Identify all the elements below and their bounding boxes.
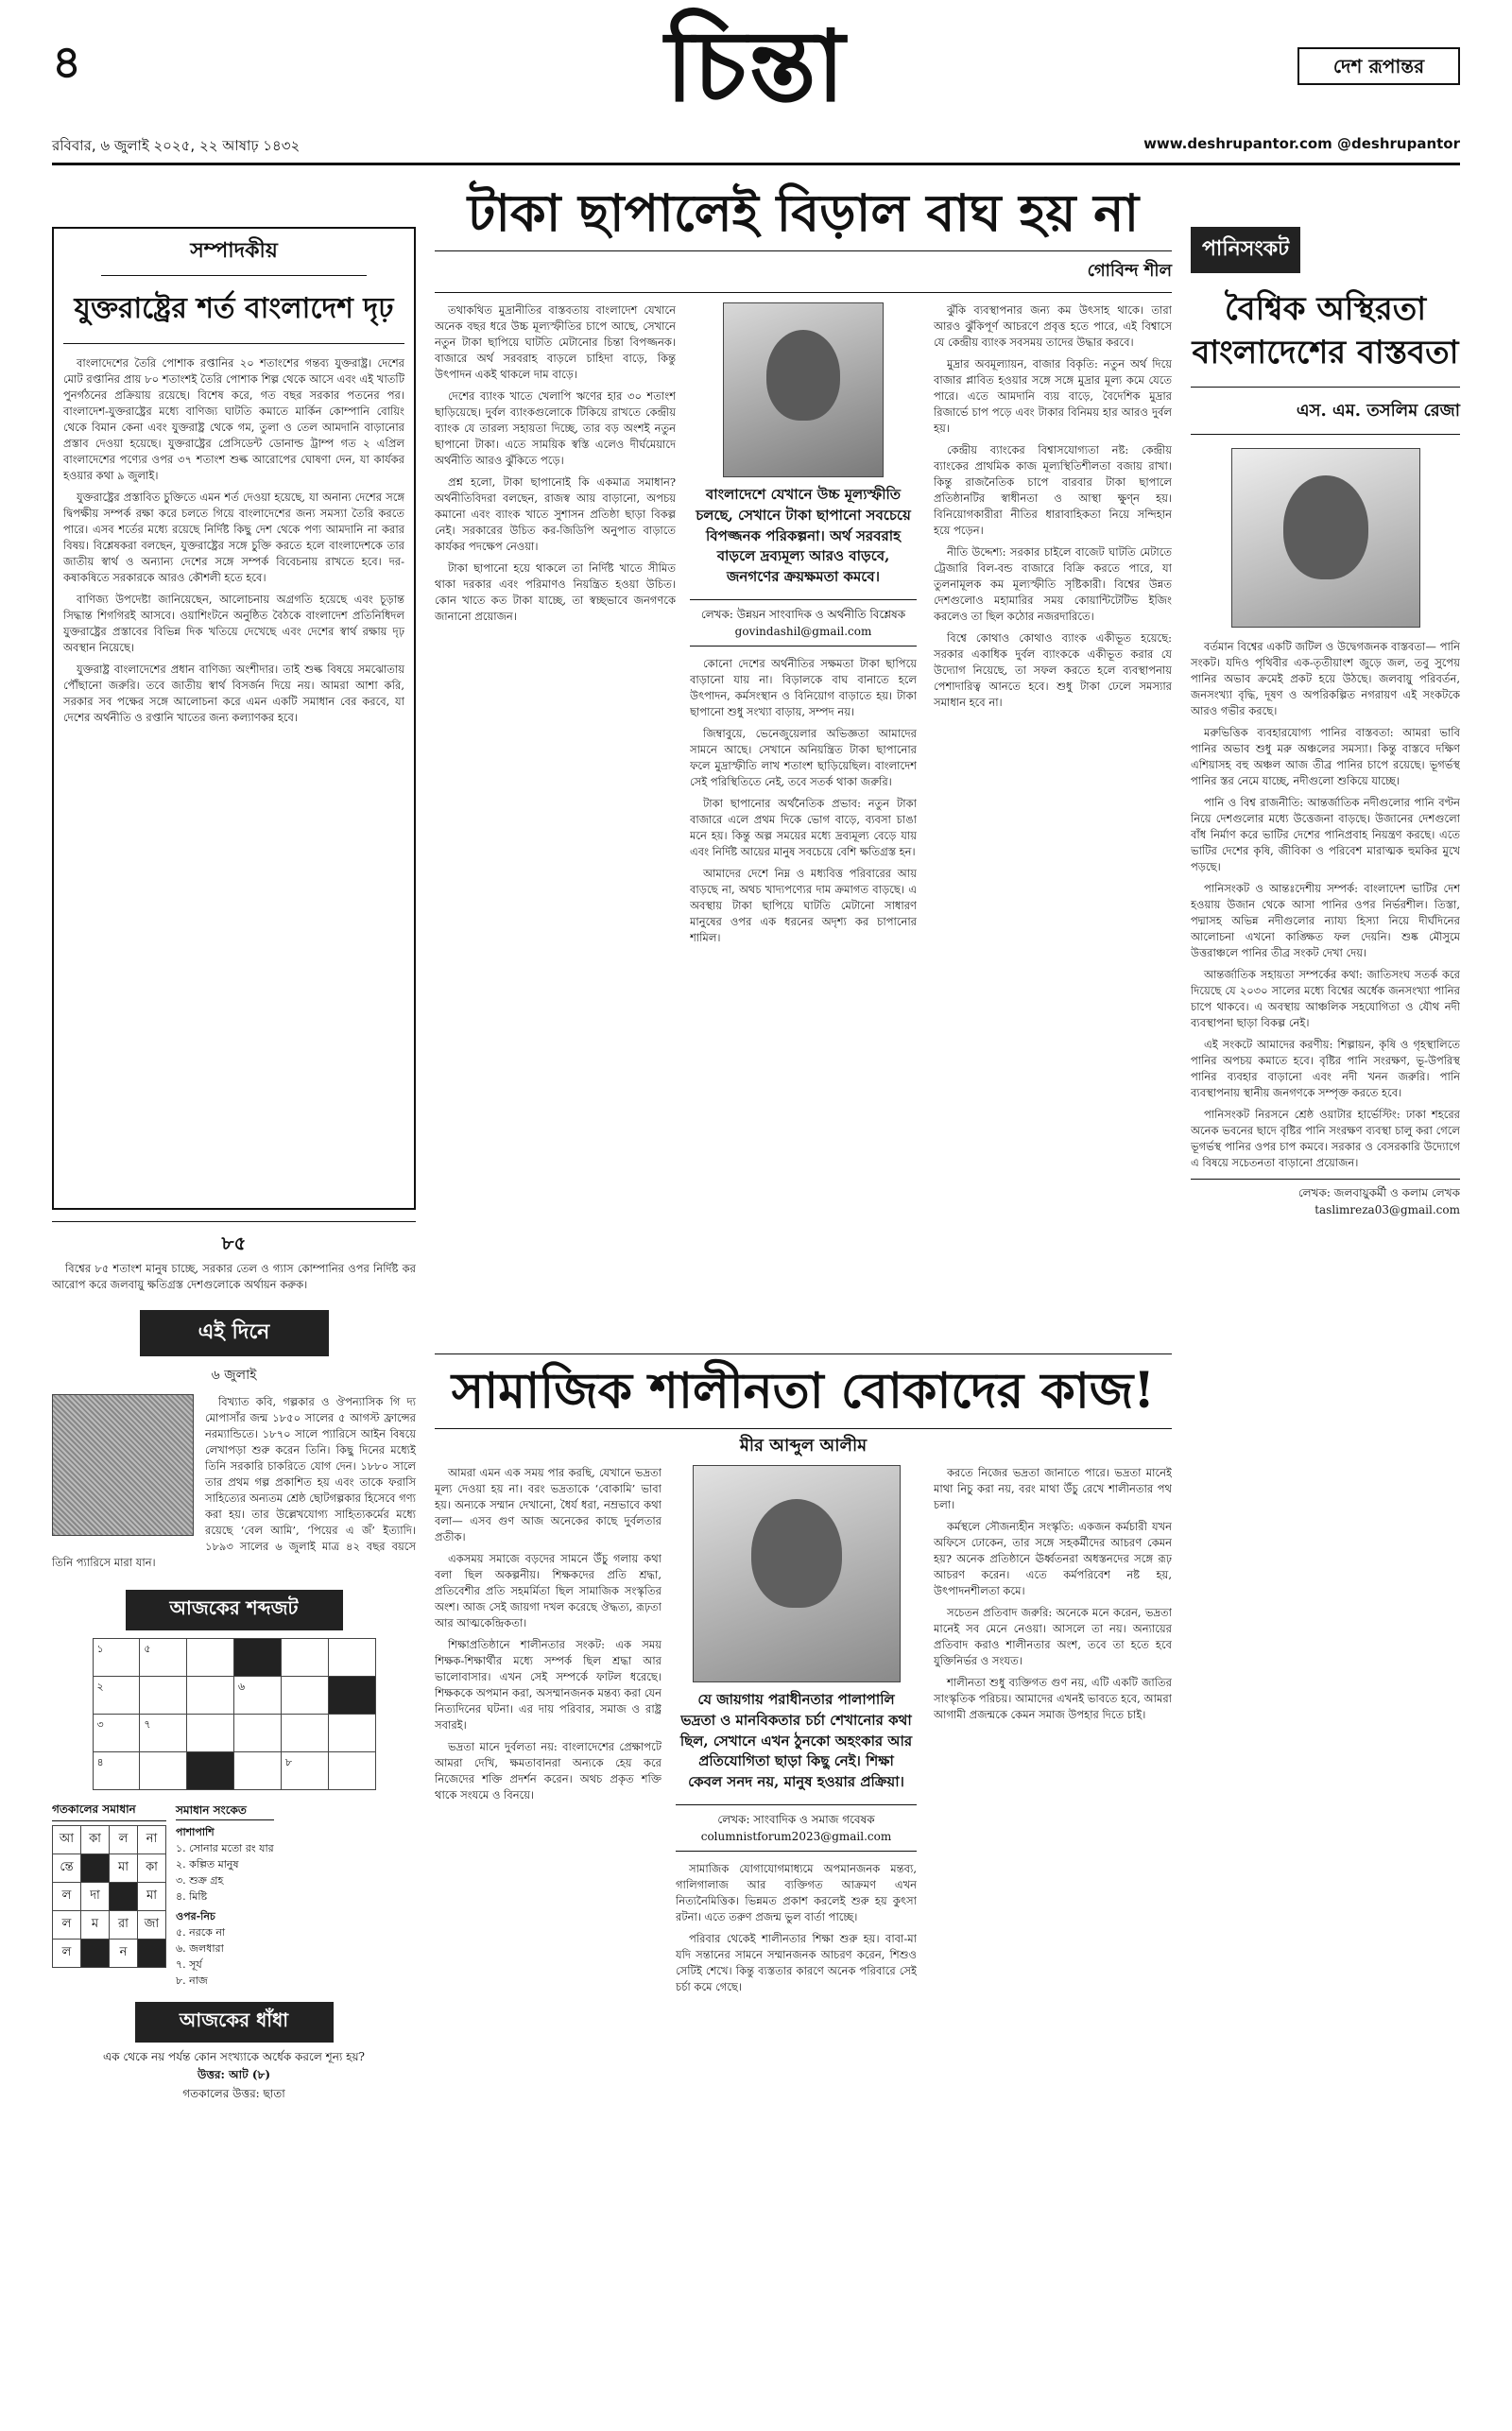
- crossword-cell[interactable]: ৩: [93, 1715, 140, 1752]
- answer-cell: জা: [138, 1911, 166, 1940]
- clue-item: ৬. জলধারা: [176, 1942, 224, 1956]
- across-title: পাশাপাশি: [176, 1825, 215, 1838]
- crossword-black-cell: [233, 1639, 281, 1677]
- clue-item: ৪. মিষ্টি: [176, 1889, 208, 1903]
- answer-cell: ন্তে: [53, 1854, 81, 1883]
- second-column-1: [435, 1465, 662, 2401]
- lead-author-email[interactable]: govindashil@gmail.com: [734, 624, 872, 638]
- editorial-paragraph: বাংলাদেশের তৈরি পোশাক রপ্তানির ২০ শতাংশের গন্তব্য যুক্তরাষ্ট্র। দেশের মোট রপ্তানির প্রায় ৮০ শতাংশই তৈরি পোশাক শিল্প থেকে আসে এবং এই খাতটি পুনর্গঠনের প্রক্রিয়ায় রয়েছে। বিশেষ করে, গত বছর সরকার পতনের পর। বাংলাদেশ-যুক্তরাষ্ট্রের মধ্যে বাণিজ্য ঘাটতি কমাতে মার্কিন কোম্পানি বোয়িং থেকে বিমান কেনা এবং যুক্তরাষ্ট্র থেকে গম, তুলা ও তেল আমদানি বাড়ানোর প্রস্তাব দেওয়া হয়েছে। যুক্তরাষ্ট্রের প্রেসিডেন্ট ডোনাল্ড ট্রাম্প গত ২ এপ্রিল বাংলাদেশের পণ্যের ওপর ৩৭ শতাংশ শুল্ক আরোপের ঘোষণা দেন, যা কার্যকর হওয়ার কথা ৯ জুলাই।: [63, 356, 404, 483]
- second-paragraph: পরিবার থেকেই শালীনতার শিক্ষা শুরু হয়। বাবা-মা যদি সন্তানের সামনে সম্মানজনক আচরণ করেন, শিশুও সেটিই শেখে। কিন্তু ব্যস্ততার কারণে অনেক পরিবারে সেই চর্চা কমে গেছে।: [676, 1931, 917, 1993]
- second-byline: মীর আব্দুল আলীম: [739, 1436, 868, 1456]
- answer-cell: মা: [110, 1854, 138, 1883]
- crossword-cell[interactable]: [281, 1677, 328, 1715]
- lead-body: [435, 302, 1172, 1229]
- stat-note: [52, 1261, 416, 1293]
- lead-paragraph: টাকা ছাপানোর অর্থনৈতিক প্রভাব: নতুন টাকা বাজারে এলে প্রথম দিকে ভোগ বাড়ে, ব্যবসা চাঙা মনে হয়। কিন্তু অল্প সময়ের মধ্যে দ্রব্যমূল্য বেড়ে যায় এবং নির্দিষ্ট আয়ের মানুষ সবচেয়ে বেশি ক্ষতিগ্রস্ত হন।: [690, 796, 917, 858]
- second-column-2: [676, 1465, 917, 2401]
- crossword-cell[interactable]: [233, 1715, 281, 1752]
- second-headline[interactable]: সামাজিক শালীনতা বোকাদের কাজ!: [435, 1353, 1172, 1429]
- crossword-cell[interactable]: ৫: [140, 1639, 187, 1677]
- right-paragraph: পানিসংকট নিরসনে শ্রেষ্ঠ ওয়াটার হার্ভেস্টিং: ঢাকা শহরের অনেক ভবনের ছাদে বৃষ্টির পানি সংরক্ষণ ব্যবস্থা চালু করা গেলে ভূগর্ভস্থ পানির ওপর চাপ কমবে। সরকার ও বেসরকারি উদ্যোগে এ বিষয়ে সচেতনতা বাড়ানো প্রয়োজন।: [1191, 1108, 1460, 1170]
- crossword-cell[interactable]: [281, 1639, 328, 1677]
- second-paragraph: সামাজিক যোগাযোগমাধ্যমে অপমানজনক মন্তব্য, গালিগালাজ আর ব্যক্তিগত আক্রমণ এখন নিত্যনৈমিত্তিক। ভিন্নমত প্রকাশ করলেই শুরু হয় কুৎসা রটনা। এতে তরুণ প্রজন্ম ভুল বার্তা পাচ্ছে।: [676, 1861, 917, 1923]
- brand-logo: দেশ রূপান্তর: [1297, 47, 1460, 85]
- lead-paragraph: ঝুঁকি ব্যবস্থাপনার জন্য কম উৎসাহ থাকে। তারা আরও ঝুঁকিপূর্ণ আচরণে প্রবৃত্ত হতে পারে, এই বিশ্বাসে যে কেন্দ্রীয় ব্যাংক সবসময় তাদের উদ্ধার করবে।: [934, 303, 1172, 350]
- crossword-title: আজকের শব্দজট: [126, 1590, 343, 1630]
- crossword-cell[interactable]: [233, 1752, 281, 1790]
- answer-cell: মা: [138, 1883, 166, 1911]
- this-day-text: বিখ্যাত কবি, গল্পকার ও ঔপন্যাসিক গি দ্য মোপাসাঁর জন্ম ১৮৫০ সালের ৫ আগস্ট ফ্রান্সের নরম্যান্ডিতে। ১৮৭০ সালে প্যারিসে আইন বিষয়ে লেখাপড়া শুরু করেন তিনি। কিছু দিনের মধ্যেই তিনি সরকারি চাকরিতে যোগ দেন। ১৮৮০ সালে তার প্রথম গল্প প্রকাশিত হয় এবং তাকে ফরাসি সাহিত্যের অন্যতম শ্রেষ্ঠ ছোটগল্পকার হিসেবে গণ্য করা হয়। তার উল্লেখযোগ্য সাহিত্যকর্মের মধ্যে রয়েছে ‘বেল আমি’, ‘পিয়ের এ জঁ’ ইত্যাদি। ১৮৯৩ সালের ৬ জুলাই মাত্র ৪২ বছর বয়সে তিনি প্যারিসে মারা যান।: [52, 1395, 416, 1570]
- lead-paragraph: বিশ্বে কোথাও কোথাও ব্যাংক একীভূত হয়েছে: সরকার একাধিক দুর্বল ব্যাংককে একীভূত করার যে উদ্যোগ নিয়েছে, তা সফল করতে হলে ব্যবস্থাপনায় পেশাদারিত্ব আনতে হবে। শুধু টাকা ঢেলে সমস্যার সমাধান হবে না।: [934, 631, 1172, 710]
- riddle-answer: উত্তর: আট (৮): [198, 2068, 270, 2082]
- section-title: চিন্তা: [665, 8, 847, 124]
- editorial-paragraph: বাণিজ্য উপদেষ্টা জানিয়েছেন, আলোচনায় অগ্রগতি হয়েছে এবং চূড়ান্ত সিদ্ধান্ত শিগগিরই আসবে। ওয়াশিংটনে অনুষ্ঠিত বৈঠকে বাংলাদেশ প্রতিনিধিদল যুক্তরাষ্ট্রের প্রস্তাবের বিভিন্ন দিক খতিয়ে দেখেছে এবং দেশের স্বার্থ রক্ষায় দৃঢ় অবস্থান নিয়েছে।: [63, 593, 404, 655]
- editorial-paragraph: যুক্তরাষ্ট্রের প্রস্তাবিত চুক্তিতে এমন শর্ত দেওয়া হয়েছে, যা অনান্য দেশের সঙ্গে দ্বিপক্ষীয় সম্পর্ক রক্ষা করে চলতে গিয়ে বাংলাদেশের জন্য সমস্যা তৈরি করতে পারে। এসব শর্তের মধ্যে রয়েছে নির্দিষ্ট কিছু দেশ থেকে পণ্য আমদানি না করার বিষয়। বিশ্লেষকরা বলছেন, যুক্তরাষ্ট্রের সঙ্গে চুক্তি করতে হলে বাংলাদেশকে তার জাতীয় স্বার্থ ও অন্যান্য দেশের সঙ্গে সম্পর্ক বিবেচনায় রাখতে হবে। দর-কষাকষিতে সরকারকে আরও কৌশলী হতে হবে।: [63, 491, 404, 585]
- down-title: ওপর-নিচ: [176, 1910, 215, 1923]
- answer-cell: ল: [53, 1883, 81, 1911]
- lead-author-note: লেখক: উন্নয়ন সাংবাদিক ও অর্থনীতি বিশ্লেষক: [700, 607, 906, 621]
- second-paragraph: করতে নিজের ভদ্রতা জানাতে পারে। ভদ্রতা মানেই মাথা নিচু করা নয়, বরং মাথা উঁচু রেখে শালীনতার পথ চলা।: [934, 1466, 1172, 1512]
- masthead: [52, 0, 1460, 165]
- crossword-cell[interactable]: [187, 1677, 234, 1715]
- answer-cell: আ: [53, 1826, 81, 1854]
- website-link[interactable]: www.deshrupantor.com @deshrupantor: [1143, 135, 1460, 152]
- editorial-label: সম্পাদকীয়: [101, 234, 367, 276]
- answer-cell: ন: [110, 1940, 138, 1968]
- second-paragraph: শিক্ষাপ্রতিষ্ঠানে শালীনতার সংকট: এক সময় শিক্ষক-শিক্ষার্থীর মধ্যে সম্পর্ক ছিল শ্রদ্ধা আর ভালোবাসার। এখন সেই সম্পর্কে ফাটল ধরেছে। শিক্ষককে অপমান করা, অসম্মানজনক মন্তব্য করা যেন নিত্যদিনের ঘটনা। এর দায় পরিবার, সমাজ ও রাষ্ট্র সবারই।: [435, 1638, 662, 1733]
- lead-paragraph: আমাদের দেশে নিম্ন ও মধ্যবিত্ত পরিবারের আয় বাড়ছে না, অথচ খাদ্যপণ্যের দাম ক্রমাগত বাড়ছে। এ অবস্থায় টাকা ছাপিয়ে ঘাটতি মেটানো সাধারণ মানুষের ওপর এক ধরনের অদৃশ্য কর চাপানোর শামিল।: [690, 866, 917, 944]
- lead-column-1: [435, 302, 676, 1229]
- crossword-cell[interactable]: ৪: [93, 1752, 140, 1790]
- right-author-box: [1191, 1179, 1460, 1219]
- second-column-3: [934, 1465, 1172, 2401]
- second-paragraph: সচেতন প্রতিবাদ জরুরি: অনেকে মনে করেন, ভদ্রতা মানেই সব মেনে নেওয়া। আসলে তা নয়। অন্যায়ের প্রতিবাদ করাও শালীনতার অংশ, তবে তা হতে হবে যুক্তিনির্ভর ও সংযত।: [934, 1606, 1172, 1668]
- lead-headline[interactable]: টাকা ছাপালেই বিড়াল বাঘ হয় না: [435, 175, 1172, 251]
- answer-black-cell: [81, 1940, 110, 1968]
- right-paragraph: পানি ও বিশ্ব রাজনীতি: আন্তর্জাতিক নদীগুলোর পানি বণ্টন নিয়ে দেশগুলোর মধ্যে উত্তেজনা বাড়ছে। উজানের দেশগুলো বাঁধ নির্মাণ করে ভাটির দেশের পানিপ্রবাহ নিয়ন্ত্রণ করছে। এতে ভাটির দেশের কৃষি, জীবিকা ও পরিবেশ মারাত্মক হুমকির মুখে পড়ছে।: [1191, 795, 1460, 873]
- lead-paragraph: কেন্দ্রীয় ব্যাংকের বিশ্বাসযোগ্যতা নষ্ট: কেন্দ্রীয় ব্যাংকের প্রাথমিক কাজ মূল্যস্থিতিশীলতা বজায় রাখা। কিন্তু রাজনৈতিক চাপে বারবার টাকা ছাপালে প্রতিষ্ঠানটির স্বাধীনতা ও আস্থা ক্ষুণ্ন হয়। বিনিয়োগকারীরা নীতির ধারাবাহিকতা নিয়ে সন্দিহান হয়ে পড়েন।: [934, 443, 1172, 538]
- editorial-box: [52, 227, 416, 1210]
- answer-cell: না: [138, 1826, 166, 1854]
- crossword-cell[interactable]: ৬: [233, 1677, 281, 1715]
- right-paragraph: পানিসংকট ও আন্তঃদেশীয় সম্পর্ক: বাংলাদেশ ভাটির দেশ হওয়ায় উজান থেকে আসা পানির ওপর নির্ভরশীল। তিস্তা, পদ্মাসহ অভিন্ন নদীগুলোর ন্যায্য হিস্যা নিয়ে দীর্ঘদিনের আলোচনা এখনো কাঙ্ক্ষিত ফল দেয়নি। শুষ্ক মৌসুমে উত্তরাঞ্চলে পানির তীব্র সংকট দেখা দেয়।: [1191, 882, 1460, 960]
- editorial-body: [63, 355, 404, 726]
- crossword-black-cell: [187, 1752, 234, 1790]
- lead-paragraph: দেশের ব্যাংক খাতে খেলাপি ঋণের হার ৩০ শতাংশ ছাড়িয়েছে। দুর্বল ব্যাংকগুলোকে টিকিয়ে রাখতে কেন্দ্রীয় ব্যাংক যে তারল্য সহায়তা দিচ্ছে, তার বড় অংশই নতুন ছাপানো টাকা। এতে সাময়িক স্বস্তি এলেও দীর্ঘমেয়াদে অর্থনীতি আরও ঝুঁকিতে পড়ে।: [435, 389, 676, 468]
- right-byline: এস. এম. তসলিম রেজা: [1191, 397, 1460, 435]
- lead-column-2: [690, 302, 917, 1229]
- clue-item: ৩. শুক্র গ্রহ: [176, 1873, 224, 1887]
- crossword-cell[interactable]: [140, 1752, 187, 1790]
- crossword-answer-section: [52, 1802, 416, 1989]
- crossword-black-cell: [328, 1677, 375, 1715]
- lead-paragraph: মুদ্রার অবমূল্যায়ন, বাজার বিকৃতি: নতুন অর্থ দিয়ে বাজার প্লাবিত হওয়ার সঙ্গে সঙ্গে মুদ্রার মূল্য কমে যেতে পারে। এতে আমদানি ব্যয় বাড়ে, বৈদেশিক মুদ্রার রিজার্ভে চাপ পড়ে এবং টাকার বিনিময় হার আরও দুর্বল হয়।: [934, 357, 1172, 436]
- lead-article: [435, 175, 1172, 1229]
- author-photo: [1231, 448, 1420, 628]
- this-day-body: [52, 1394, 416, 1571]
- section-tag: পানিসংকট: [1191, 227, 1300, 273]
- right-author-email[interactable]: taslimreza03@gmail.com: [1314, 1203, 1460, 1217]
- right-paragraph: আন্তর্জাতিক সহায়তা সম্পর্কের কথা: জাতিসংঘ সতর্ক করে দিয়েছে যে ২০৩০ সালের মধ্যে বিশ্বের অর্ধেক জনসংখ্যা পানির চাপে থাকবে। এ অবস্থায় আঞ্চলিক সহযোগিতা ও যৌথ নদী ব্যবস্থাপনা ছাড়া বিকল্প নেই।: [1191, 968, 1460, 1030]
- crossword-cell[interactable]: ৮: [281, 1752, 328, 1790]
- second-author-email[interactable]: columnistforum2023@gmail.com: [700, 1829, 892, 1843]
- second-author-note: লেখক: সাংবাদিক ও সমাজ গবেষক: [717, 1812, 875, 1826]
- lead-paragraph: কোনো দেশের অর্থনীতির সক্ষমতা টাকা ছাপিয়ে বাড়ানো যায় না। বিড়ালকে বাঘ বানাতে হলে উৎপাদন, কর্মসংস্থান ও বিনিয়োগ বাড়াতে হয়। টাকা ছাপানো শুধু সংখ্যা বাড়ায়, সম্পদ নয়।: [690, 656, 917, 718]
- answer-black-cell: [138, 1940, 166, 1968]
- crossword-cell[interactable]: [187, 1715, 234, 1752]
- answer-cell: ল: [53, 1940, 81, 1968]
- editorial-title: যুক্তরাষ্ট্রের শর্ত বাংলাদেশ দৃঢ়: [63, 285, 404, 344]
- this-day-date: ৬ জুলাই: [211, 1368, 257, 1384]
- right-paragraph: এই সংকটে আমাদের করণীয়: শিল্পায়ন, কৃষি ও গৃহস্থালিতে পানির অপচয় কমাতে হবে। বৃষ্টির পানি সংরক্ষণ, ভূ-উপরিস্থ পানির ব্যবহার বাড়ানো এবং নদী খনন জরুরি। পানি ব্যবস্থাপনায় স্থানীয় জনগণকে সম্পৃক্ত করতে হবে।: [1191, 1038, 1460, 1100]
- issue-date: রবিবার, ৬ জুলাই ২০২৫, ২২ আষাঢ় ১৪৩২: [52, 137, 301, 154]
- crossword-cell[interactable]: [328, 1715, 375, 1752]
- answer-cell: ল: [53, 1911, 81, 1940]
- second-paragraph: কর্মস্থলে সৌজন্যহীন সংস্কৃতি: একজন কর্মচারী যখন অফিসে ঢোকেন, তার সঙ্গে সহকর্মীদের আচরণ কেমন হয়? অনেক প্রতিষ্ঠানে ঊর্ধ্বতনরা অধস্তনদের সঙ্গে রূঢ় আচরণ করেন। এতে কর্মপরিবেশ নষ্ট হয়, উৎপাদনশীলতা কমে।: [934, 1520, 1172, 1598]
- stat-number: ৮৫: [52, 1221, 416, 1261]
- crossword-cell[interactable]: [140, 1677, 187, 1715]
- right-author-note: লেখক: জলবায়ুকর্মী ও কলাম লেখক: [1297, 1186, 1460, 1200]
- second-paragraph: ভদ্রতা মানে দুর্বলতা নয়: বাংলাদেশের প্রেক্ষাপটে আমরা দেখি, ক্ষমতাবানরা অন্যকে হেয় করে নিজেদের শক্তি প্রদর্শন করেন। অথচ প্রকৃত শক্তি থাকে সংযমে ও বিনয়ে।: [435, 1740, 662, 1802]
- answer-cell: ল: [110, 1826, 138, 1854]
- crossword-cell[interactable]: [281, 1715, 328, 1752]
- riddle-body: [52, 2048, 416, 2103]
- right-column: [1191, 227, 1460, 2246]
- crossword-grid: [93, 1638, 376, 1790]
- second-paragraph: শালীনতা শুধু ব্যক্তিগত গুণ নয়, এটি একটি জাতির সাংস্কৃতিক পরিচয়। আমাদের এখনই ভাবতে হবে, আমরা আগামী প্রজন্মকে কেমন সমাজ উপহার দিতে চাই।: [934, 1676, 1172, 1722]
- clue-item: ২. কল্পিত মানুষ: [176, 1857, 239, 1871]
- second-paragraph: একসময় সমাজে বড়দের সামনে উঁচু গলায় কথা বলা ছিল অকল্পনীয়। শিক্ষকদের প্রতি শ্রদ্ধা, প্রতিবেশীর প্রতি সহমর্মিতা ছিল সামাজিক সংস্কৃতির অংশ। আজ সেই জায়গা দখল করেছে ঔদ্ধত্য, রূঢ়তা আর আত্মকেন্দ্রিকতা।: [435, 1552, 662, 1630]
- second-paragraph: আমরা এমন এক সময় পার করছি, যেখানে ভদ্রতা মূল্য দেওয়া হয় না। বরং ভদ্রতাকে ‘বোকামি’ ভাবা হয়। অন্যকে সম্মান দেখানো, ধৈর্য ধরা, নম্রভাবে কথা বলা— এসব গুণ আজ অনেকের কাছে দুর্বলতার প্রতীক।: [435, 1466, 662, 1544]
- riddle-title: আজকের ধাঁধা: [135, 2002, 334, 2043]
- lead-byline: গোবিন্দ শীল: [435, 251, 1172, 293]
- answer-cell: কা: [138, 1854, 166, 1883]
- clue-title: সমাধান সংকেত: [176, 1802, 274, 1820]
- second-article: [435, 1465, 1172, 2401]
- page-number: ৪: [52, 36, 82, 89]
- answer-cell: কা: [81, 1826, 110, 1854]
- right-paragraph: বর্তমান বিশ্বের একটি জটিল ও উদ্বেগজনক বাস্তবতা— পানি সংকট। যদিও পৃথিবীর এক-তৃতীয়াংশ জুড়ে জল, তবু সুপেয় পানির অভাব ক্রমেই প্রকট হয়ে উঠছে। জলবায়ু পরিবর্তন, জনসংখ্যা বৃদ্ধি, দূষণ ও অপরিকল্পিত নগরায়ণ এই সংকটকে আরও গভীর করছে।: [1191, 639, 1460, 717]
- lead-author-box: [690, 599, 917, 647]
- clue-item: ৫. নরকে না: [176, 1926, 226, 1940]
- crossword-cell[interactable]: ৭: [140, 1715, 187, 1752]
- answer-grid: [52, 1825, 166, 1968]
- portrait-image: [52, 1394, 194, 1536]
- answer-cell: রা: [110, 1911, 138, 1940]
- crossword-cell[interactable]: [328, 1752, 375, 1790]
- riddle-question: এক থেকে নয় পর্যন্ত কোন সংখ্যাকে অর্ধেক করলে শূন্য হয়?: [103, 2050, 365, 2064]
- lead-paragraph: জিম্বাবুয়ে, ভেনেজুয়েলার অভিজ্ঞতা আমাদের সামনে আছে। সেখানে অনিয়ন্ত্রিত টাকা ছাপানোর ফলে মুদ্রাস্ফীতি লাখ শতাংশ ছাড়িয়েছিল। বাংলাদেশ সেই পরিস্থিতিতে নেই, তবে সতর্ক থাকা জরুরি।: [690, 726, 917, 788]
- this-day-title: এই দিনে: [140, 1310, 329, 1356]
- editorial-paragraph: যুক্তরাষ্ট্র বাংলাদেশের প্রধান বাণিজ্য অংশীদার। তাই শুল্ক বিষয়ে সমঝোতায় পৌঁছানো জরুরি। তবে জাতীয় স্বার্থ বিসর্জন দিয়ে নয়। আমরা আশা করি, সরকার সব পক্ষের সঙ্গে আলোচনা করে এমন একটি সমাধান বের করবে, যা দেশের অর্থনীতি ও রপ্তানি খাতের জন্য কল্যাণকর হবে।: [63, 663, 404, 725]
- clue-list: [176, 1802, 274, 1989]
- lead-paragraph: প্রশ্ন হলো, টাকা ছাপানোই কি একমাত্র সমাধান? অর্থনীতিবিদরা বলছেন, রাজস্ব আয় বাড়ানো, অপচয় কমানো এবং ব্যাংক খাতে সুশাসন প্রতিষ্ঠা ছাড়া বিকল্প নেই। সরকারের উচিত কর-জিডিপি অনুপাত বাড়াতে কার্যকর পদক্ষেপ নেওয়া।: [435, 475, 676, 554]
- answer-cell: দা: [81, 1883, 110, 1911]
- crossword-cell[interactable]: ২: [93, 1677, 140, 1715]
- lead-pull-quote: বাংলাদেশে যেখানে উচ্চ মূল্যস্ফীতি চলছে, সেখানে টাকা ছাপানো সবচেয়ে বিপজ্জনক পরিকল্পনা। অর্থ সরবরাহ বাড়লে দ্রব্যমূল্য আরও বাড়বে, জনগণের ক্রয়ক্ষমতা কমবে।: [696, 486, 911, 585]
- crossword-cell[interactable]: [187, 1639, 234, 1677]
- crossword-cell[interactable]: [328, 1639, 375, 1677]
- author-photo: [693, 1465, 901, 1682]
- second-author-box: [676, 1804, 917, 1852]
- lead-paragraph: তথাকথিত মুদ্রানীতির বাস্তবতায় বাংলাদেশ যেখানে অনেক বছর ধরে উচ্চ মূল্যস্ফীতির চাপে আছে, সেখানে নতুন টাকা ছাপিয়ে ঘাটতি মেটানোর চিন্তা বিপজ্জনক। বাজারে অর্থ সরবরাহ বাড়লে চাহিদা বাড়ে, কিন্তু উৎপাদন একই থাকলে দাম বাড়ে।: [435, 303, 676, 382]
- lead-column-3: [934, 302, 1172, 1229]
- clue-item: ১. সোনার মতো রং যার: [176, 1841, 274, 1854]
- crossword-cell[interactable]: ১: [93, 1639, 140, 1677]
- right-body: [1191, 639, 1460, 2246]
- masthead-rule: [52, 163, 1460, 165]
- stat-note-text: বিশ্বের ৮৫ শতাংশ মানুষ চাচ্ছে, সরকার তেল ও গ্যাস কোম্পানির ওপর নির্দিষ্ট কর আরোপ করে জলবায়ু ক্ষতিগ্রস্ত দেশগুলোকে অর্থায়ন করুক।: [52, 1262, 416, 1292]
- left-column: [52, 227, 416, 2103]
- answer-black-cell: [81, 1854, 110, 1883]
- riddle-prev-answer: গতকালের উত্তর: ছাতা: [182, 2086, 285, 2100]
- clue-item: ৭. সূর্য: [176, 1958, 202, 1972]
- clue-item: ৮. নাজ: [176, 1974, 208, 1988]
- answer-title: গতকালের সমাধান: [52, 1802, 166, 1821]
- right-paragraph: মরুভিত্তিক ব্যবহারযোগ্য পানির বাস্তবতা: আমরা ভাবি পানির অভাব শুধু মরু অঞ্চলের সমস্যা। কিন্তু বাস্তবে দক্ষিণ এশিয়াসহ বহু অঞ্চল আজ তীব্র পানির চাপে রয়েছে। ভূগর্ভস্থ পানির স্তর নেমে যাচ্ছে, নদীগুলো শুকিয়ে যাচ্ছে।: [1191, 725, 1460, 787]
- right-headline[interactable]: বৈশ্বিক অস্থিরতা বাংলাদেশের বাস্তবতা: [1191, 288, 1460, 388]
- second-pull-quote: যে জায়গায় পরাধীনতার পালাপালি ভদ্রতা ও মানবিকতার চর্চা শেখানোর কথা ছিল, সেখানে এখন ঠুনকো অহংকার আর প্রতিযোগিতা ছাড়া কিছু নেই। শিক্ষা কেবল সনদ নয়, মানুষ হওয়ার প্রক্রিয়া।: [679, 1691, 913, 1790]
- author-photo: [723, 302, 884, 477]
- answer-black-cell: [110, 1883, 138, 1911]
- lead-paragraph: টাকা ছাপানো হয়ে থাকলে তা নির্দিষ্ট খাতে সীমিত থাকা দরকার এবং পরিমাণও নিয়ন্ত্রিত হওয়া উচিত। কোন খাতে কত টাকা যাচ্ছে, তা স্বচ্ছভাবে জনগণকে জানানো প্রয়োজন।: [435, 561, 676, 624]
- answer-cell: ম: [81, 1911, 110, 1940]
- lead-paragraph: নীতি উদ্দেশ্য: সরকার চাইলে বাজেট ঘাটতি মেটাতে ট্রেজারি বিল-বন্ড বাজারে বিক্রি করতে পারে, যা তুলনামূলক কম মূল্যস্ফীতি সৃষ্টিকারী। বিশ্বের উন্নত দেশগুলোও মহামারির সময় কোয়ান্টিটেটিভ ইজিং করলেও তা ছিল কঠোর নজরদারিতে।: [934, 545, 1172, 624]
